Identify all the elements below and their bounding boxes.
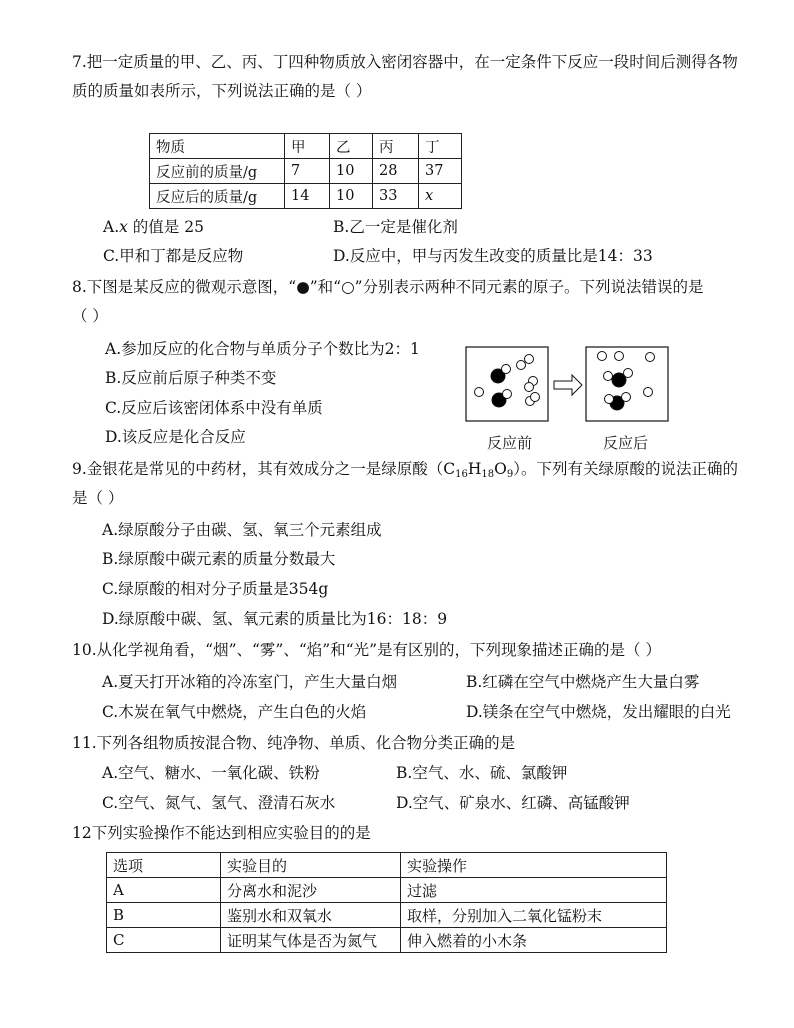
q9-option-a: A.绿原酸分子由碳、氢、氧三个元素组成 bbox=[102, 521, 382, 539]
white-atom bbox=[502, 365, 511, 374]
white-atom bbox=[517, 361, 526, 370]
q9-option-c: C.绿原酸的相对分子质量是354g bbox=[102, 580, 329, 598]
table-cell: 甲 bbox=[285, 134, 330, 159]
q9-stem-line1 bbox=[72, 459, 738, 485]
q8-option-a: A.参加反应的化合物与单质分子个数比为2：1 bbox=[105, 340, 420, 358]
q7-option-a bbox=[103, 217, 204, 237]
q8-option-c: C.反应后该密闭体系中没有单质 bbox=[105, 399, 323, 417]
option-prefix: A. bbox=[103, 218, 120, 236]
table-cell: 10 bbox=[330, 184, 373, 209]
q11-option-d: D.空气、矿泉水、红磷、高锰酸钾 bbox=[396, 794, 630, 812]
q9-option-d: D.绿原酸中碳、氢、氧元素的质量比为16：18：9 bbox=[102, 610, 448, 628]
diagram-before-label: 反应前 bbox=[487, 434, 533, 452]
q12-experiment-table bbox=[106, 852, 667, 953]
table-cell: B bbox=[107, 903, 221, 928]
q10-option-a: A.夏天打开冰箱的冷冻室门，产生大量白烟 bbox=[102, 673, 398, 691]
table-cell: 28 bbox=[373, 159, 419, 184]
q7-mass-table bbox=[149, 133, 462, 209]
q10-stem: 10.从化学视角看，“烟”、“雾”、“焰”和“光”是有区别的，下列现象描述正确的是（ ） bbox=[72, 641, 661, 659]
table-cell: 33 bbox=[373, 184, 419, 209]
table-cell: x bbox=[419, 184, 462, 209]
white-atom bbox=[531, 393, 540, 402]
white-atom bbox=[475, 388, 484, 397]
white-atom bbox=[598, 352, 607, 361]
table-cell: 过滤 bbox=[401, 878, 667, 903]
q7-stem-line1: 7.把一定质量的甲、乙、丙、丁四种物质放入密闭容器中，在一定条件下反应一段时间后测得各物 bbox=[72, 53, 738, 71]
table-cell: 反应后的质量/g bbox=[150, 184, 285, 209]
table-cell: 丁 bbox=[419, 134, 462, 159]
table-row bbox=[150, 159, 462, 184]
diagram-after-label: 反应后 bbox=[603, 434, 649, 452]
q10-option-c: C.木炭在氧气中燃烧，产生白色的火焰 bbox=[102, 703, 367, 721]
table-cell: 取样，分别加入二氧化锰粉末 bbox=[401, 903, 667, 928]
table-row bbox=[107, 878, 667, 903]
table-cell: 7 bbox=[285, 159, 330, 184]
q10-option-b: B.红磷在空气中燃烧产生大量白雾 bbox=[466, 673, 700, 691]
table-cell: 实验目的 bbox=[221, 853, 401, 878]
table-cell: 37 bbox=[419, 159, 462, 184]
option-text: 的值是 25 bbox=[127, 218, 204, 236]
white-atom bbox=[622, 393, 631, 402]
table-cell: 证明某气体是否为氮气 bbox=[221, 928, 401, 953]
white-atom bbox=[615, 352, 624, 361]
q11-option-a: A.空气、糖水、一氧化碳、铁粉 bbox=[102, 764, 320, 782]
q8-stem-line2: （ ） bbox=[72, 307, 108, 325]
reaction-diagram bbox=[462, 343, 672, 425]
formula-element: O bbox=[494, 460, 507, 478]
white-atom bbox=[604, 372, 613, 381]
table-cell: 分离水和泥沙 bbox=[221, 878, 401, 903]
q9-stem-part: 9.金银花是常见的中药材，其有效成分之一是绿原酸（C bbox=[72, 460, 456, 478]
q7-option-d: D.反应中，甲与丙发生改变的质量比是14：33 bbox=[333, 247, 653, 265]
q9-stem-part: ）。下列有关绿原酸的说法正确的 bbox=[513, 460, 739, 478]
white-atom bbox=[525, 383, 534, 392]
q9-stem-line2: 是（ ） bbox=[72, 489, 124, 507]
q8-option-b: B.反应前后原子种类不变 bbox=[105, 369, 277, 387]
white-atom bbox=[525, 355, 534, 364]
q12-stem: 12下列实验操作不能达到相应实验目的的是 bbox=[72, 824, 371, 842]
white-atom bbox=[624, 369, 633, 378]
q10-option-d: D.镁条在空气中燃烧，发出耀眼的白光 bbox=[466, 703, 731, 721]
white-atom bbox=[503, 390, 512, 399]
table-cell: 伸入燃着的小木条 bbox=[401, 928, 667, 953]
table-row bbox=[107, 903, 667, 928]
table-cell: 选项 bbox=[107, 853, 221, 878]
q7-stem-line2: 质的质量如表所示，下列说法正确的是（ ） bbox=[72, 82, 372, 100]
formula-subscript: 18 bbox=[481, 469, 495, 480]
table-row bbox=[150, 184, 462, 209]
q8-option-d: D.该反应是化合反应 bbox=[105, 428, 246, 446]
q9-option-b: B.绿原酸中碳元素的质量分数最大 bbox=[102, 550, 336, 568]
white-atom bbox=[646, 353, 655, 362]
q11-option-c: C.空气、氮气、氢气、澄清石灰水 bbox=[102, 794, 336, 812]
q11-option-b: B.空气、水、硫、氯酸钾 bbox=[396, 764, 568, 782]
table-cell: C bbox=[107, 928, 221, 953]
formula-subscript: 9 bbox=[506, 469, 514, 480]
table-cell: 10 bbox=[330, 159, 373, 184]
formula-element: H bbox=[467, 460, 482, 478]
table-cell: A bbox=[107, 878, 221, 903]
white-atom bbox=[605, 395, 614, 404]
option-variable: x bbox=[119, 218, 128, 236]
table-row bbox=[150, 134, 462, 159]
q7-option-c: C.甲和丁都是反应物 bbox=[103, 247, 244, 265]
table-cell: 反应前的质量/g bbox=[150, 159, 285, 184]
table-cell: 鉴别水和双氧水 bbox=[221, 903, 401, 928]
white-atom bbox=[644, 388, 653, 397]
q8-stem-line1: 8.下图是某反应的微观示意图，“●”和“○”分别表示两种不同元素的原子。下列说法错误的是 bbox=[72, 278, 704, 296]
reaction-arrow-icon bbox=[554, 375, 582, 395]
formula-subscript: 16 bbox=[455, 469, 468, 480]
q7-option-b: B.乙一定是催化剂 bbox=[333, 218, 458, 236]
table-cell: 物质 bbox=[150, 134, 285, 159]
table-row bbox=[107, 853, 667, 878]
table-cell: 乙 bbox=[330, 134, 373, 159]
table-cell: 14 bbox=[285, 184, 330, 209]
table-cell: 实验操作 bbox=[401, 853, 667, 878]
table-row bbox=[107, 928, 667, 953]
q11-stem: 11.下列各组物质按混合物、纯净物、单质、化合物分类正确的是 bbox=[72, 734, 516, 752]
table-cell: 丙 bbox=[373, 134, 419, 159]
